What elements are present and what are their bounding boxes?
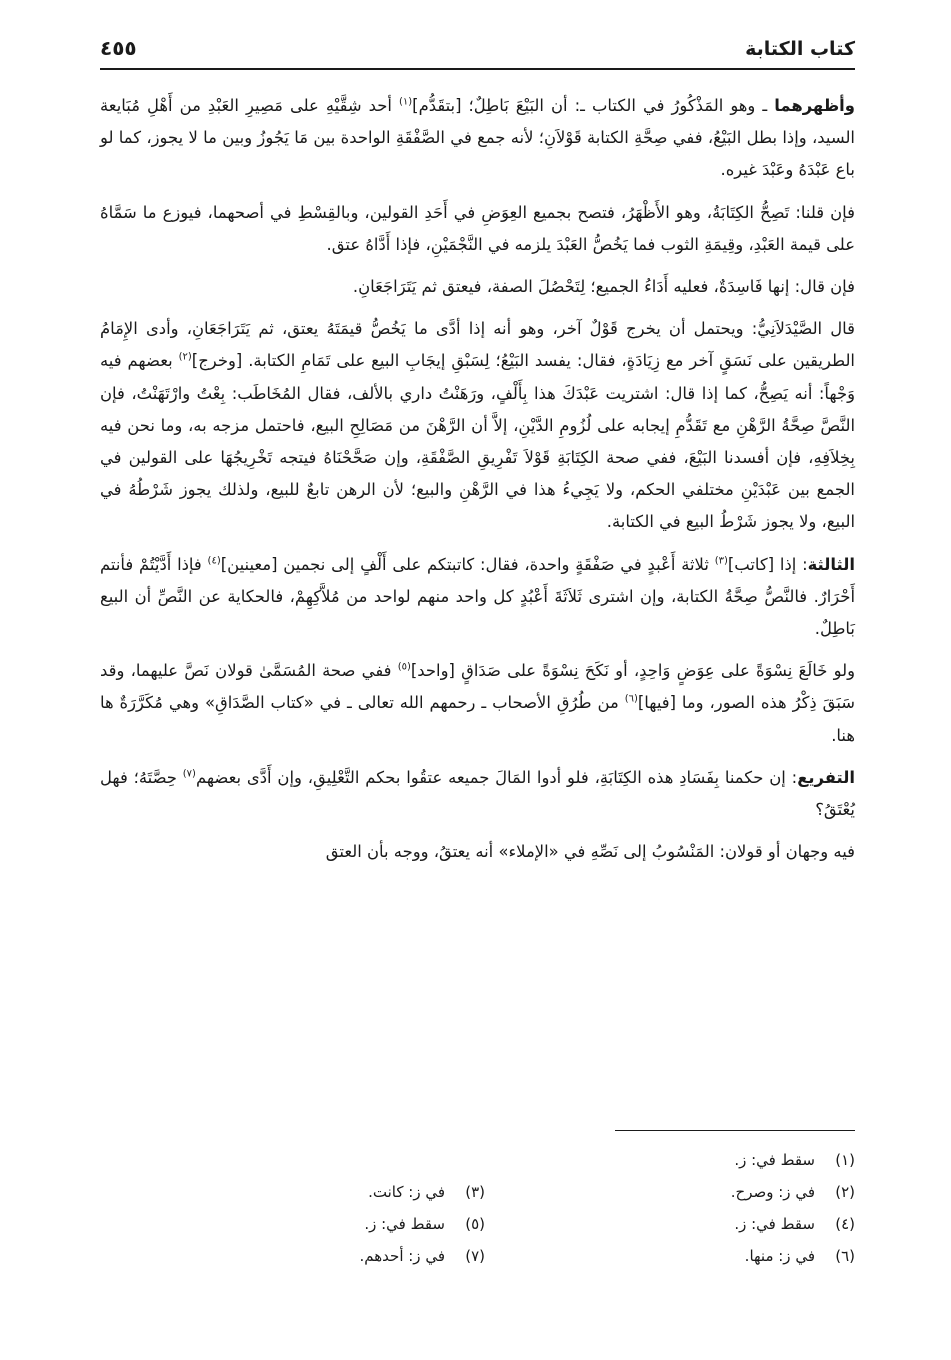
footnote-number: (٢) (835, 1183, 855, 1201)
footnote-number: (٣) (465, 1183, 485, 1201)
paragraph-5: الثالثة: إذا [كاتب]$^{(٣)}$ ثلاثة أَعْبدٍ في صَفْقَةٍ واحدة، فقال: كاتبتكم على أَلْفٍ إلى نجمين [معينين]$^{(٤)}$ فإذا أَدَّيْتُمْ فأنتم أَحْرَارٌ. فالنَّصُّ صِحَّةُ الكتابة، وإن اشترى ثَلاَثَةَ أَعْبُدٍ كل واحد منهم لواحد من مُلاَّكِهِمْ، فالحكاية عن النَّصِّ أن البيع بَاطِلٌ. (100, 554, 856, 639)
footnote-ref: (٢) (178, 351, 192, 363)
footnote-text: سقط في: ز. (734, 1215, 815, 1233)
header-rule (100, 68, 855, 70)
footnote (485, 1208, 855, 1240)
footnote (485, 1176, 855, 1208)
footnote-ref: (٥) (397, 661, 411, 673)
footnote-text: في ز: أحدهم. (359, 1247, 445, 1265)
paragraph-4: قال الصَّيْدَلاَنِيُّ: ويحتمل أن يخرج قَوْلٌ آخر، وهو أنه إذا أدَّى ما يَخُصُّ قيمَتَهُ يعتق، ثم يَتَرَاجَعَانِ، وأدى الإِمَامُ الطريقين على نَسَقٍ آخر مع زِيَادَةٍ، فقال: يفسد البَيْعُ؛ لِسَبْقِ إيجَابِ البيع على تَمَامِ الكتابة. [وخرج]$^{(٢)}$ بعضهم فيه وَجْهاً: أنه يَصِحُّ، كما إذا قال: اشتريت عَبْدَكَ هذا بِأَلْفٍ، ورَهَنْتُ داري بالألف، فقال المُخَاطَب: بِعْتُ وارْتَهَنْتُ، فإن النَّصَّ صِحَّةُ الرَّهْنِ مع تَقَدُّمِ إيجابه على لُزُومِ الدَّيْنِ، إلاَّ أن الرَّهْنَ من مَصَالِحِ البيع، فاحتمل مزجه به، وما نحن فيه بِخِلاَفِهِ، فإن أفسدنا البَيْعَ، ففي صحة الكِتَابَةِ قَوْلاَ تَفْرِيقِ الصَّفْقَةِ، وإن صَحَّحْنَاهُ فيتجه تَخْرِيجُهَا على القولين في الجمع بين عَبْدَيْنِ مختلفي الحكم، ولا يَجِيءُ هذا في الرَّهْنِ والبيع؛ لأن الرهن تابعٌ للبيع، ولذلك يجوز شَرْطُهُ في البيع، ولا يجوز شَرْطُ البيع في الكتابة. (100, 319, 855, 532)
book-page (100, 30, 855, 1330)
footnote-ref: (٣) (714, 555, 728, 567)
paragraph-lead: وأظهرهما (774, 96, 855, 115)
running-header (100, 30, 855, 60)
paragraph-7: التفريع: إن حكمنا بِفَسَادِ هذه الكِتَابَةِ، فلو أدوا المَالَ جميعه عتقُوا بحكم التَّعْلِيقِ، وإن أَدَّى بعضهم$^{(٧)}$ حِصَّتَهُ؛ فهل يُعْتَقُ؟ (100, 767, 855, 820)
footnote-text: في ز: منها. (744, 1247, 815, 1265)
footnote-ref: (٧) (182, 768, 196, 780)
page-number: ٤٥٥ (100, 36, 137, 60)
paragraph-3: فإن قال: إنها فَاسِدَةٌ، فعليه أَدَاءُ الجميع؛ لِتَحْصُلَ الصفة، فيعتق ثم يَتَرَاجَعَانِ. (352, 277, 855, 297)
footnote (485, 1240, 855, 1272)
paragraph-2: فإن قلنا: تَصِحُّ الكِتَابَةُ، وهو الأَظْهَرُ، فتصح بجميع العِوَضِ في أَحَدِ القولين، وبالقِسْطِ في أصحهما، فيوزع ما سَمَّاهُ على قيمة العَبْدِ، وقِيمَةِ الثوب فما يَخُصُّ العَبْدَ يلزمه في النَّجْمَيْنِ، فإذا أَدَّاهُ عتق. (100, 202, 855, 254)
footnotes (100, 1144, 855, 1272)
paragraph-6: ولو خَالَعَ نِسْوَةً على عِوَضٍ وَاحِدٍ، أو نَكَحَ نِسْوَةً على صَدَاقٍ [واحد]$^{(٥)}$ ففي صحة المُسَمَّىٰ قولان نَصَّ عليهما، وقد سَبَقَ ذِكْرُ هذه الصور، وما [فيها]$^{(٦)}$ من طُرُقِ الأصحاب ـ رحمهم الله تعالى ـ في «كتاب الصَّدَاقِ» وهي مُكَرَّرَةٌ ها هنا. (100, 661, 855, 745)
book-title: كتاب الكتابة (745, 38, 855, 60)
paragraph-1: وأظهرهما ـ وهو المَذْكُورُ في الكتاب ـ: أن البَيْعَ بَاطِلٌ؛ [بتقَدُّم]$^{(١)}$ أحد شِقَّيْهِ على مَصِيرِ العَبْدِ من أَهْلِ مُبَايعة السيد، وإذا بطل البَيْعُ، ففي صِحَّةِ الكتابة قَوْلاَنِ؛ لأنه جمع في الصَّفْقَةِ الواحدة بين مَا يَجُوزُ وبين ما لا يجوز، كما لو باع عَبْدَهُ وعَبْدَ غيره. (100, 96, 855, 180)
footnote-text: سقط في: ز. (364, 1215, 445, 1233)
footnote-row (100, 1176, 855, 1208)
footnote (485, 1144, 855, 1176)
footnote (115, 1208, 485, 1240)
paragraph-8: فيه وجهان أو قولان: المَنْسُوبُ إلى نَصِّهِ في «الإملاء» أنه يعتقُ، ووجه بأن العتق (325, 842, 855, 862)
footnote-number: (٧) (465, 1247, 485, 1265)
footnote-text: في ز: وصرح. (730, 1183, 815, 1201)
footnote-ref: (٤) (207, 555, 221, 567)
footnote-number: (١) (835, 1151, 855, 1169)
footnote-ref: (١) (398, 96, 413, 108)
main-text (100, 90, 855, 878)
footnote-number: (٦) (835, 1247, 855, 1265)
paragraph-lead: الثالثة (807, 554, 856, 574)
footnote-number: (٥) (465, 1215, 485, 1233)
paragraph-lead: التفريع (797, 767, 855, 787)
footnote-rule (615, 1130, 855, 1131)
footnote-row (100, 1144, 855, 1176)
footnote (115, 1240, 485, 1272)
footnote-number: (٤) (835, 1215, 855, 1233)
footnote (115, 1176, 485, 1208)
footnote-row (100, 1240, 855, 1272)
footnote-ref: (٦) (624, 693, 638, 705)
footnote-row (100, 1208, 855, 1240)
footnote-text: في ز: كانت. (368, 1183, 445, 1201)
footnote-text: سقط في: ز. (734, 1151, 815, 1169)
